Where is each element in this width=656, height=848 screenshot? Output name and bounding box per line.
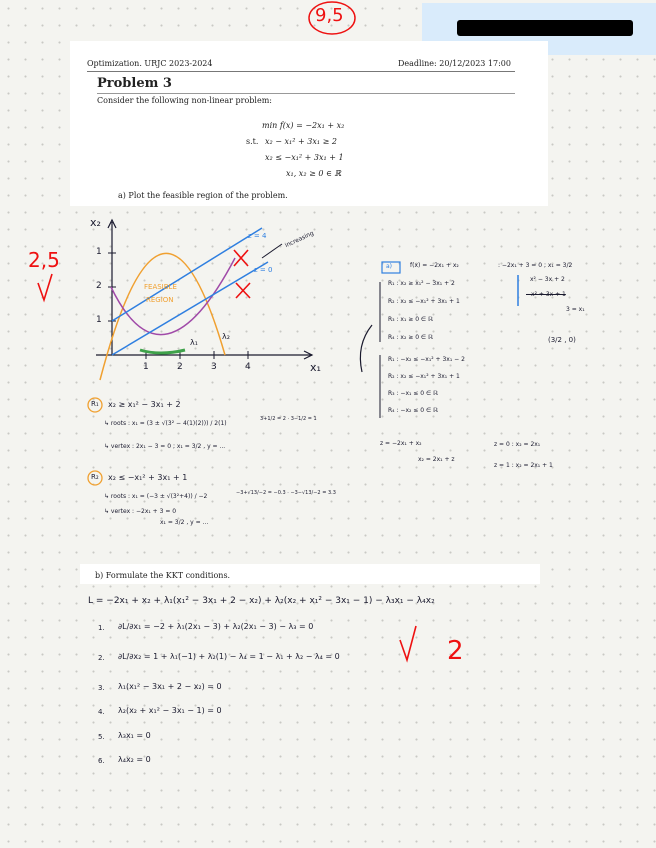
y-tick: 1 xyxy=(96,315,102,325)
feasible-shade xyxy=(140,350,185,353)
side-note: 3 = x₁ xyxy=(566,306,585,313)
y-axis-label: x₂ xyxy=(90,216,101,229)
x-tick: 3 xyxy=(211,362,217,372)
system-row: R₂ : x₂ ≤ −x₁² + 3x₁ + 1 xyxy=(388,373,460,380)
x-axis-label: x₁ xyxy=(310,361,321,374)
side-note: −x² + 3x + 1 xyxy=(526,291,566,298)
level-label: z = 0 xyxy=(254,266,273,274)
total-score: 9,5 xyxy=(315,5,344,26)
x-tick: 1 xyxy=(143,362,149,372)
increasing-label: increasing xyxy=(283,229,315,250)
right-f: f(x) = −2x₁ + x₂ xyxy=(410,262,459,269)
increasing-arrow-icon xyxy=(262,244,282,258)
z-line: z = −2x₁ + x₂ xyxy=(380,440,422,447)
level-label: z = 4 xyxy=(248,232,267,240)
kkt-number: 4. xyxy=(98,708,105,716)
kkt-eq-3: λ₁(x₁² − 3x₁ + 2 − x₂) = 0 xyxy=(118,682,222,691)
score-part-b: 2 xyxy=(447,636,464,666)
box-label: a) xyxy=(386,263,393,270)
lagrangian: L = −2x₁ + x₂ + λ₁(x₁² − 3x₁ + 2 − x₂) + λ₂(x₂ + x₁² − 3x₁ − 1) − λ₃x₁ − λ₄x₂ xyxy=(88,596,435,606)
question-b: b) Formulate the KKT conditions. xyxy=(95,571,231,580)
r2-vertex-2: x₁ = 3/2 , y = ... xyxy=(160,519,209,526)
y-tick: 1 xyxy=(96,247,102,257)
r2-roots-values: −3+√13/−2 = −0.3 · −3−√13/−2 = 3.3 xyxy=(236,490,336,496)
question-a: a) Plot the feasible region of the problem. xyxy=(118,191,288,200)
problem-title: Problem 3 xyxy=(97,76,172,91)
kkt-eq-2: ∂L/∂x₂ = 1 + λ₁(−1) + λ₂(1) − λ₄ = 1 − λ₁ + λ₂ − λ₄ = 0 xyxy=(118,652,340,661)
deadline-header: Deadline: 20/12/2023 17:00 xyxy=(398,59,511,68)
kkt-number: 1. xyxy=(98,624,105,632)
point-note: (3/2 , 0) xyxy=(548,336,576,344)
right-f2: : −2x₁ + 3 = 0 ; x₁ = 3/2 xyxy=(498,262,573,269)
score-part-a: 2,5 xyxy=(28,248,60,272)
x-mark-icon xyxy=(236,283,250,298)
kkt-number: 2. xyxy=(98,654,105,662)
problem-intro: Consider the following non-linear problem: xyxy=(97,96,272,105)
system-row: R₃ : −x₁ ≤ 0 ∈ ℝ xyxy=(388,390,438,397)
system-row: R₂ : x₂ ≤ −x₁² + 3x₁ + 1 xyxy=(388,298,460,305)
r2-label: R₂ xyxy=(91,473,99,481)
st-label: s.t. xyxy=(246,137,259,146)
constraint-2: x₂ ≤ −x₁² + 3x₁ + 1 xyxy=(265,153,344,162)
x-tick: 2 xyxy=(177,362,183,372)
r2-line: x₂ ≤ −x₁² + 3x₁ + 1 xyxy=(108,473,188,482)
r2-roots: ↳ roots : x₁ = (−3 ± √(3²+4)) / −2 xyxy=(104,493,208,500)
kkt-number: 6. xyxy=(98,757,105,765)
r1-line: x₂ ≥ x₁² − 3x₁ + 2 xyxy=(108,400,181,409)
objective: min f(x) = −2x₁ + x₂ xyxy=(262,121,345,130)
system-row: R₄ : x₂ ≥ 0 ∈ ℝ xyxy=(388,334,433,341)
r1-roots: ↳ roots : x₁ = (3 ± √(3² − 4(1)(2))) / 2(1) xyxy=(104,420,227,427)
system-row: R₄ : −x₂ ≤ 0 ∈ ℝ xyxy=(388,407,438,414)
side-note: x² − 3x + 2 xyxy=(530,276,565,283)
kkt-eq-4: λ₂(x₂ + x₁² − 3x₁ − 1) = 0 xyxy=(118,706,222,715)
r2-vertex: ↳ vertex : −2x₁ + 3 = 0 xyxy=(104,508,177,515)
course-header: Optimization. URJC 2023-2024 xyxy=(87,59,213,68)
region-label: REGION xyxy=(146,296,174,304)
x-tick: 4 xyxy=(245,362,251,372)
level-line-z4 xyxy=(112,228,262,321)
z-line-2: x₂ = 2x₁ + z xyxy=(418,456,455,463)
z1-line: z = 1 : x₂ = 2x₁ + 1 xyxy=(494,462,553,469)
kkt-number: 5. xyxy=(98,733,105,741)
curve-label: λ₂ xyxy=(222,332,230,341)
system-row: R₁ : x₂ ≥ x₁² − 3x₁ + 2 xyxy=(388,280,455,287)
z0-line: z = 0 : x₂ = 2x₁ xyxy=(494,441,541,448)
constraint-1: x₂ − x₁² + 3x₁ ≥ 2 xyxy=(265,137,337,146)
r1-label: R₁ xyxy=(91,400,99,408)
constraint-3: x₁, x₂ ≥ 0 ∈ ℝ xyxy=(286,169,342,178)
y-tick: 2 xyxy=(96,281,102,291)
kkt-eq-6: λ₄x₂ = 0 xyxy=(118,755,151,764)
x-mark-icon xyxy=(234,250,248,266)
system-row: R₃ : x₁ ≥ 0 ∈ ℝ xyxy=(388,316,433,323)
kkt-number: 3. xyxy=(98,684,105,692)
kkt-eq-5: λ₃x₁ = 0 xyxy=(118,731,151,740)
r1-vertex: ↳ vertex : 2x₁ − 3 = 0 ; x₁ = 3/2 , y = ... xyxy=(104,443,226,450)
curve-label: λ₁ xyxy=(190,338,198,347)
region-label: FEASIBLE xyxy=(144,283,177,291)
r1-roots-values: 3+1/2 = 2 · 3−1/2 = 1 xyxy=(260,416,317,422)
brace-icon xyxy=(360,325,372,372)
kkt-eq-1: ∂L/∂x₁ = −2 + λ₁(2x₁ − 3) + λ₂(2x₁ − 3) − λ₃ = 0 xyxy=(118,622,314,631)
system-row: R₁ : −x₂ ≤ −x₁² + 3x₁ − 2 xyxy=(388,356,465,363)
